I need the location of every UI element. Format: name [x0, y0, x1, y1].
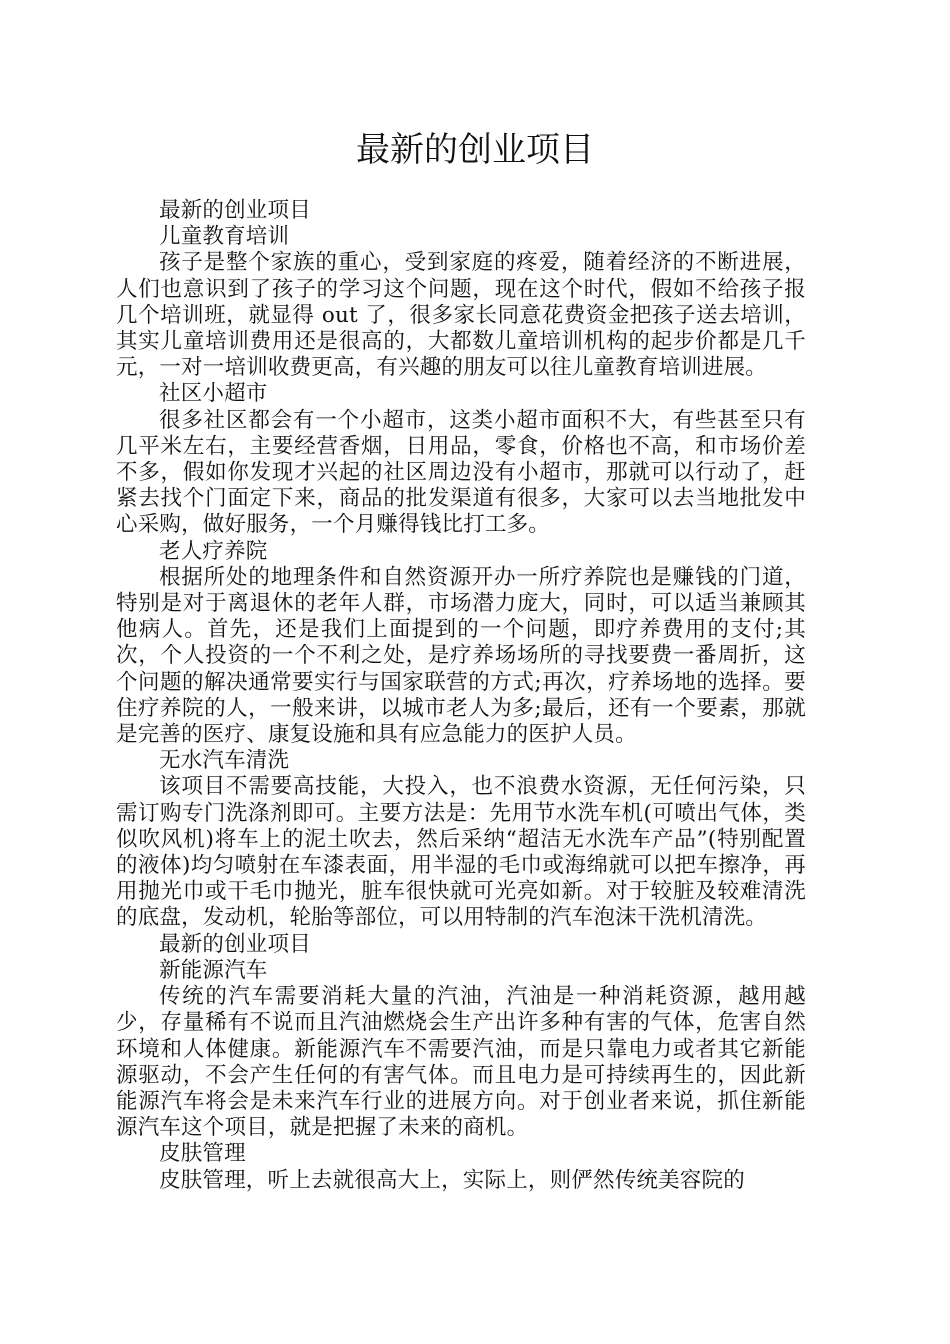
document-title: 最新的创业项目 — [356, 130, 594, 170]
section-heading-nursing-home: 老人疗养院 — [159, 538, 268, 564]
paragraph-skin-management: 皮肤管理，听上去就很高大上，实际上，则俨然传统美容院的 — [159, 1167, 745, 1193]
paragraph-children-education: 孩子是整个家族的重心，受到家庭的疼爱，随着经济的不断进展，人们也意识到了孩子的学习这个问题，现在这个时代，假如不给孩子报几个培训班，就显得 out 了，很多家长同意花费资金把孩子送去培训，其实儿童培训费用还是很高的，大都数儿童培训机构的起步价都是几千元，一对一培训收费更高，有兴趣的朋友可以往儿童教育培训进展。 — [116, 250, 806, 381]
paragraph-waterless-car-wash: 该项目不需要高技能，大投入，也不浪费水资源，无任何污染，只需订购专门洗涤剂即可。主要方法是：先用节水洗车机(可喷出气体，类似吹风机)将车上的泥土吹去，然后采纳“超洁无水洗车产品”(特别配置的液体)均匀喷射在车漆表面，用半湿的毛巾或海绵就可以把车擦净，再用抛光巾或干毛巾抛光，脏车很快就可光亮如新。对于较脏及较难清洗的底盘，发动机，轮胎等部位，可以用特制的汽车泡沫干洗机清洗。 — [116, 774, 806, 931]
section-heading-waterless-car-wash: 无水汽车清洗 — [159, 748, 290, 774]
section-heading-community-supermarket: 社区小超市 — [159, 381, 268, 407]
section-heading-repeat-title: 最新的创业项目 — [159, 931, 311, 957]
section-heading-new-energy-vehicles: 新能源汽车 — [159, 957, 268, 983]
paragraph-community-supermarket: 很多社区都会有一个小超市，这类小超市面积不大，有些甚至只有几平米左右，主要经营香烟，日用品，零食，价格也不高，和市场价差不多，假如你发现才兴起的社区周边没有小超市，那就可以行动了，赶紧去找个门面定下来，商品的批发渠道有很多，大家可以去当地批发中心采购，做好服务，一个月赚得钱比打工多。 — [116, 407, 806, 538]
paragraph-nursing-home: 根据所处的地理条件和自然资源开办一所疗养院也是赚钱的门道，特别是对于离退休的老年人群，市场潜力庞大，同时，可以适当兼顾其他病人。首先，还是我们上面提到的一个问题，即疗养费用的支付;其次，个人投资的一个不利之处，是疗养场场所的寻找要费一番周折，这个问题的解决通常要实行与国家联营的方式;再次，疗养场地的选择。要住疗养院的人，一般来讲，以城市老人为多;最后，还有一个要素，那就是完善的医疗、康复设施和具有应急能力的医护人员。 — [116, 564, 806, 748]
document-body — [116, 198, 806, 1194]
section-heading: 最新的创业项目 — [159, 198, 311, 223]
section-heading-children-education: 儿童教育培训 — [159, 224, 290, 250]
section-heading-skin-management: 皮肤管理 — [159, 1141, 246, 1167]
paragraph-new-energy-vehicles: 传统的汽车需要消耗大量的汽油，汽油是一种消耗资源，越用越少，存量稀有不说而且汽油燃烧会生产出许多种有害的气体，危害自然环境和人体健康。新能源汽车不需要汽油，而是只靠电力或者其它新能源驱动，不会产生任何的有害气体。而且电力是可持续再生的，因此新能源汽车将会是未来汽车行业的进展方向。对于创业者来说，抓住新能源汽车这个项目，就是把握了未来的商机。 — [116, 984, 806, 1141]
